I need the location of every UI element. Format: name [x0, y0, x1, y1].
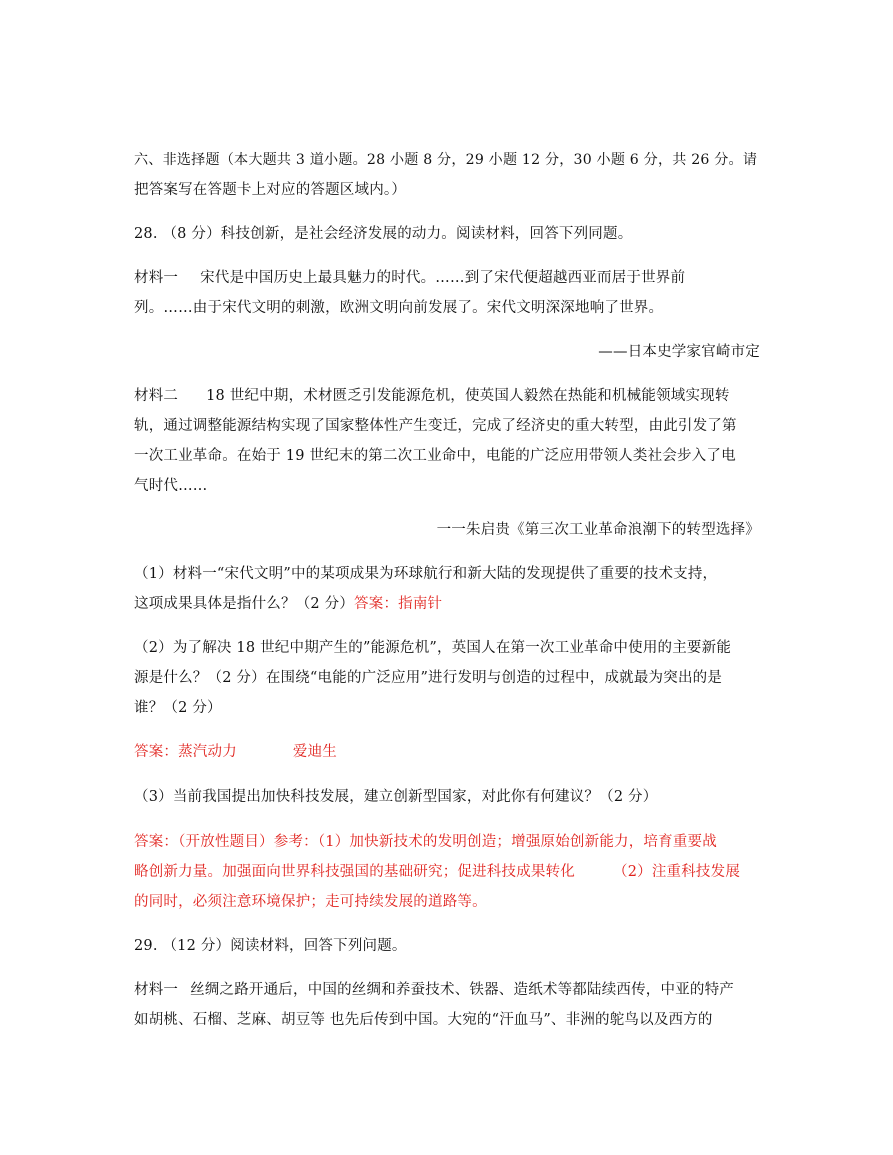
q28-material-1-source: ——日本史学家官崎市定	[598, 344, 760, 360]
q28-sub-2-answer-a: 答案：蒸汽动力	[134, 744, 237, 760]
q28-material-2-line-4: 气时代……	[134, 478, 208, 494]
q29-material-1-text-1: 丝绸之路开通后，中国的丝绸和养蚕技术、铁器、造纸术等都陆续西传，中亚的特产	[190, 982, 735, 998]
q28-sub-2-line-3: 谁？（2 分）	[134, 700, 222, 716]
q29-material-1-line-2: 如胡桃、石榴、芝麻、胡豆等 也先后传到中国。大宛的“汗血马”、非洲的鸵鸟以及西方的	[134, 1012, 713, 1028]
q29-material-1-label: 材料一	[134, 982, 179, 998]
q28-sub-2-line-1: （2）为了解决 18 世纪中期产生的”能源危机”，英国人在第一次工业革命中使用的主要新能	[134, 640, 732, 656]
q28-material-1-text-1: 宋代是中国历史上最具魅力的时代。……到了宋代便超越西亚而居于世界前	[200, 270, 686, 286]
q28-sub-1-line-1: （1）材料一“宋代文明”中的某项成果为环球航行和新大陆的发现提供了重要的技术支持，	[134, 566, 718, 582]
q28-material-2-line-1	[134, 386, 764, 406]
q28-sub-3-answer-line-3: 的同时，必须注意环境保护；走可持续发展的道路等。	[134, 894, 487, 910]
q28-sub-3-answer-line-1: 答案：（开放性题目）参考：（1）加快新技术的发明创造；增强原始创新能力，培育重要战	[134, 834, 717, 850]
q28-sub-1-answer: 答案：指南针	[354, 596, 443, 612]
q28-material-2-line-2: 轨，通过调整能源结构实现了国家整体性产生变迁，完成了经济史的重大转型，由此引发了第	[134, 418, 737, 434]
q28-material-2-line-3: 一次工业革命。在始于 19 世纪末的第二次工业命中，电能的广泛应用带领人类社会步入了电	[134, 448, 736, 464]
question-29-title: 29. （12 分）阅读材料，回答下列问题。	[134, 938, 407, 954]
q28-sub-1-text-2: 这项成果具体是指什么？（2 分）	[134, 596, 355, 612]
q29-material-1-line-1	[134, 980, 764, 1000]
q28-material-2-source: 一一朱启贵《第三次工业革命浪潮下的转型选择》	[436, 522, 760, 538]
q28-material-1-label: 材料一	[134, 270, 179, 286]
q28-sub-3-line-1: （3）当前我国提出加快科技发展，建立创新型国家，对此你有何建议？（2 分）	[134, 789, 658, 805]
q28-sub-3-answer-text-2b: （2）注重科技发展	[613, 864, 741, 880]
question-28-title: 28. （8 分）科技创新，是社会经济发展的动力。阅读材料，回答下列同题。	[134, 226, 633, 242]
q28-material-1-line-2: 列。……由于宋代文明的刺激，欧洲文明向前发展了。宋代文明深深地响了世界。	[134, 300, 664, 316]
q28-material-2-text-1: 18 世纪中期，术材匮乏引发能源危机，使英国人毅然在热能和机械能领域实现转	[206, 388, 730, 404]
q28-sub-3-answer-text-2a: 略创新力量。加强面向世界科技强国的基础研究；促进科技成果转化	[134, 864, 575, 880]
q28-sub-1-line-2	[134, 594, 764, 614]
section-header-line-1: 六、非选择题（本大题共 3 道小题。28 小题 8 分，29 小题 12 分，30 小题 6 分，共 26 分。请	[134, 152, 758, 168]
q28-material-1-line-1	[134, 268, 764, 288]
q28-sub-2-answer	[134, 742, 764, 762]
q28-sub-3-answer-line-2	[134, 862, 764, 882]
q28-material-2-label: 材料二	[134, 388, 179, 404]
section-header-line-2: 把答案写在答题卡上对应的答题区域内。）	[134, 182, 407, 198]
q28-sub-2-answer-b: 爱迪生	[292, 744, 338, 760]
q28-sub-2-line-2: 源是什么？（2 分）在围绕“电能的广泛应用”进行发明与创造的过程中，成就最为突出的是	[134, 670, 723, 686]
